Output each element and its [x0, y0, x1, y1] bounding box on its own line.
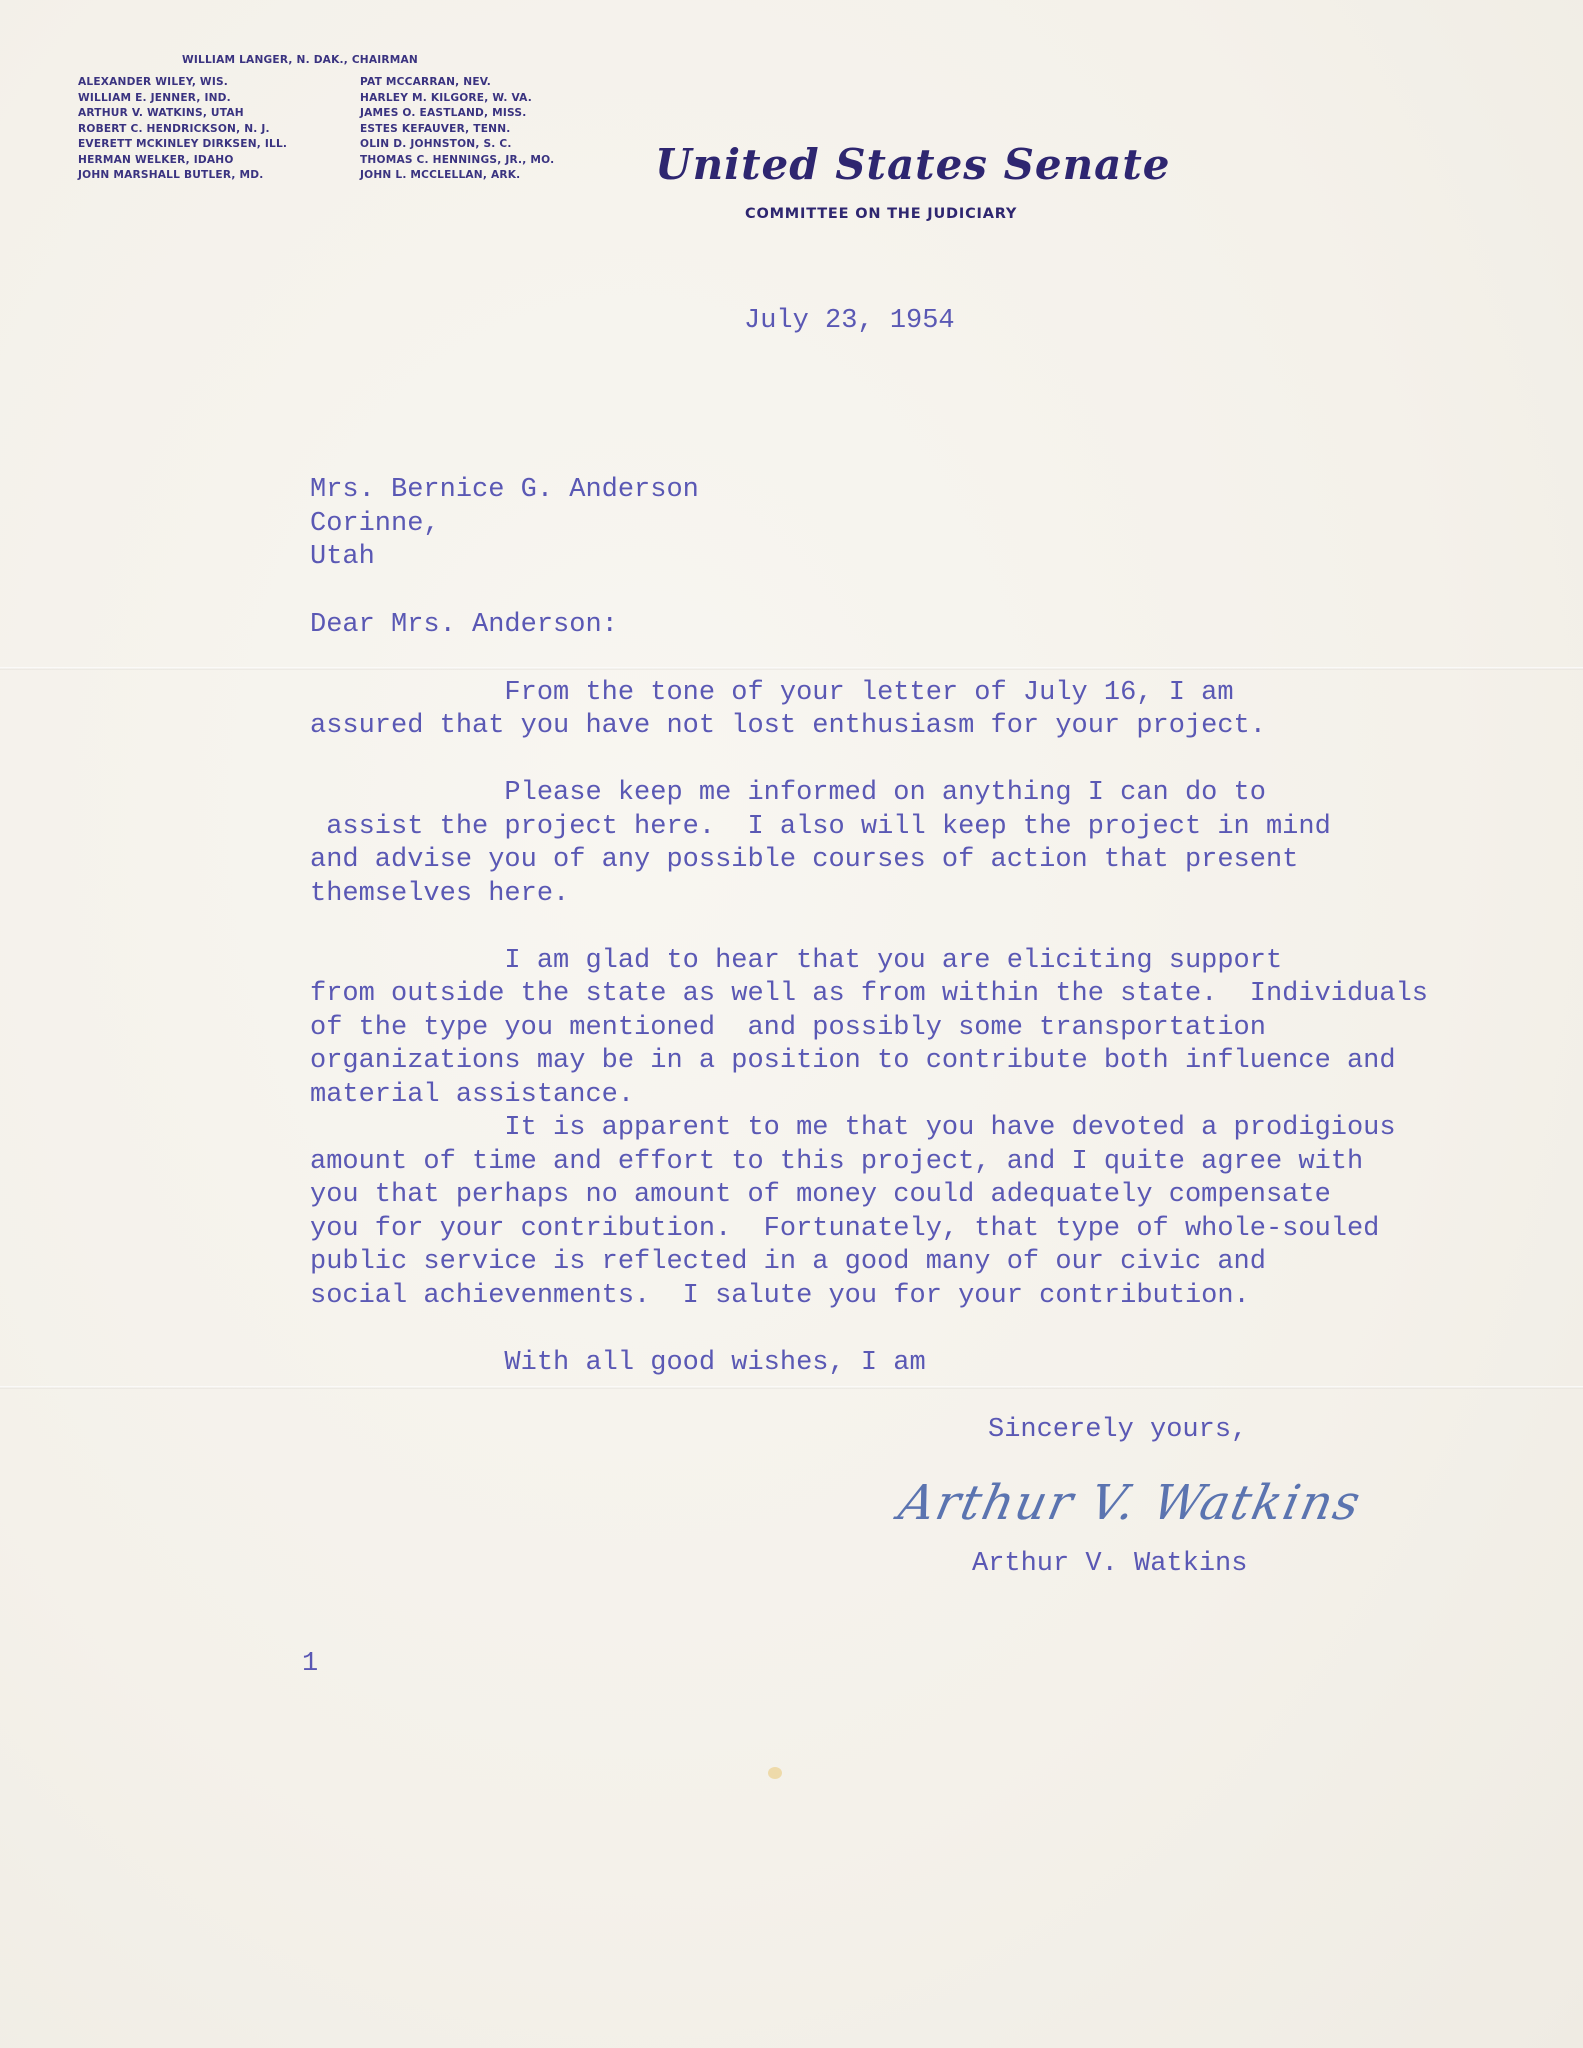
body-line: you for your contribution. Fortunately, that type of whole-souled: [310, 1214, 1380, 1244]
member: JOHN L. MCCLELLAN, ARK.: [360, 169, 521, 181]
member: HARLEY M. KILGORE, W. VA.: [360, 91, 532, 104]
body-line: I am glad to hear that you are eliciting support: [310, 946, 1283, 976]
closing: Sincerely yours,: [988, 1415, 1248, 1445]
members-right-column: [360, 75, 554, 184]
handwritten-signature: Arthur V. Watkins: [894, 1475, 1367, 1531]
body-line: From the tone of your letter of July 16, I am: [310, 678, 1234, 708]
body-line: Please keep me informed on anything I can do to: [310, 778, 1266, 808]
body-line: public service is reflected in a good many of our civic and: [310, 1247, 1266, 1277]
member: ALEXANDER WILEY, WIS.: [78, 76, 229, 88]
member: ROBERT C. HENDRICKSON, N. J.: [78, 122, 270, 135]
member: WILLIAM E. JENNER, IND.: [78, 91, 231, 104]
members-left-column: [78, 75, 287, 184]
body-line: material assistance.: [310, 1080, 635, 1110]
fold-line: [0, 667, 1583, 670]
chairman: WILLIAM LANGER, N. DAK., CHAIRMAN: [182, 54, 418, 66]
member: JOHN MARSHALL BUTLER, MD.: [78, 169, 264, 181]
paper-stain: [768, 1767, 782, 1779]
letter-date: July 23, 1954: [744, 306, 955, 336]
body-line: you that perhaps no amount of money could adequately compensate: [310, 1180, 1331, 1210]
fold-line: [0, 1386, 1583, 1389]
member: JAMES O. EASTLAND, MISS.: [360, 107, 527, 119]
body-line: and advise you of any possible courses of action that present: [310, 845, 1299, 875]
body-line: from outside the state as well as from within the state. Individuals: [310, 979, 1428, 1009]
body-line: assured that you have not lost enthusiasm for your project.: [310, 711, 1266, 741]
address-line: Mrs. Bernice G. Anderson: [310, 475, 699, 505]
salutation: Dear Mrs. Anderson:: [310, 610, 618, 640]
address-line: Utah: [310, 542, 375, 572]
body-line: of the type you mentioned and possibly some transportation: [310, 1013, 1266, 1043]
member: OLIN D. JOHNSTON, S. C.: [360, 138, 512, 150]
member: ARTHUR V. WATKINS, UTAH: [78, 107, 244, 119]
body-line: amount of time and effort to this project, and I quite agree with: [310, 1147, 1364, 1177]
member: PAT MCCARRAN, NEV.: [360, 76, 492, 88]
member: THOMAS C. HENNINGS, JR., MO.: [360, 153, 555, 166]
body-line: social achievenments. I salute you for your contribution.: [310, 1281, 1250, 1311]
body-line: assist the project here. I also will keep the project in mind: [310, 812, 1331, 842]
member: HERMAN WELKER, IDAHO: [78, 153, 234, 166]
page-number: 1: [302, 1649, 319, 1679]
signer-name: Arthur V. Watkins: [972, 1549, 1248, 1579]
body-line: With all good wishes, I am: [310, 1348, 926, 1378]
member: EVERETT MCKINLEY DIRKSEN, ILL.: [78, 138, 288, 150]
letterhead-title: United States Senate: [655, 140, 1171, 189]
body-line: It is apparent to me that you have devoted a prodigious: [310, 1113, 1396, 1143]
address-line: Corinne,: [310, 509, 440, 539]
body-line: organizations may be in a position to contribute both influence and: [310, 1046, 1396, 1076]
letterhead-subtitle: COMMITTEE ON THE JUDICIARY: [745, 206, 1018, 222]
body-line: themselves here.: [310, 879, 570, 909]
member: ESTES KEFAUVER, TENN.: [360, 122, 511, 135]
